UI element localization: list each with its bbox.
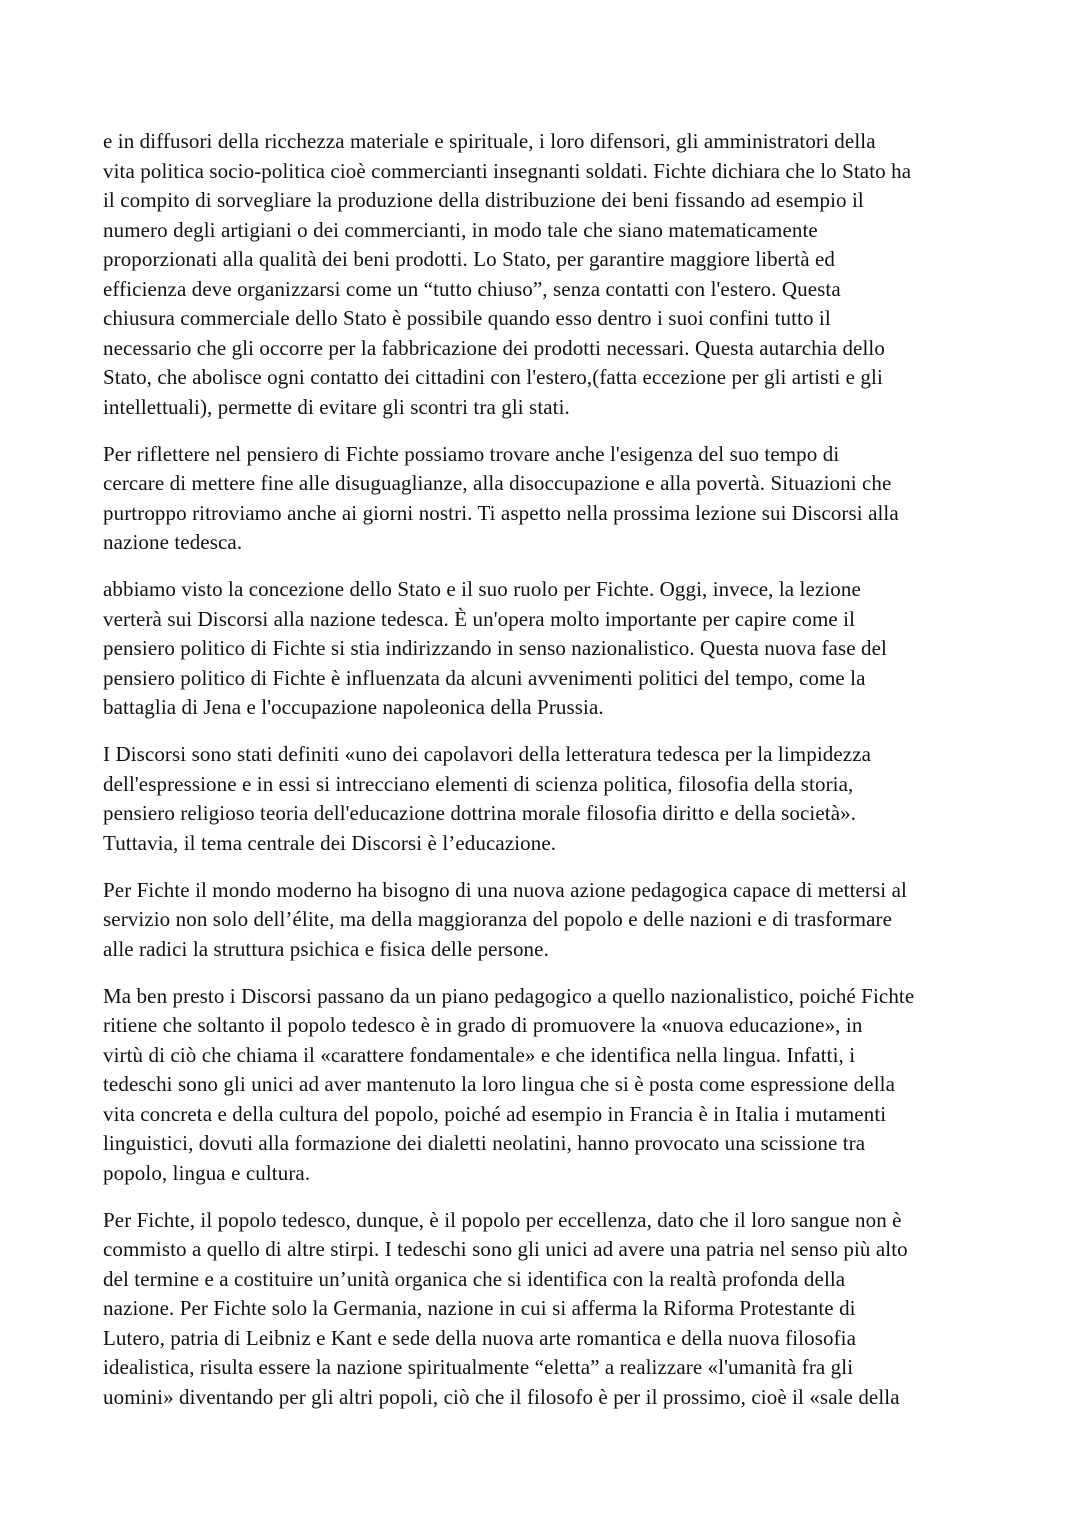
text-line: verterà sui Discorsi alla nazione tedesca. È un'opera molto importante per capire come il	[103, 606, 856, 631]
text-line: purtroppo ritroviamo anche ai giorni nostri. Ti aspetto nella prossima lezione sui Discorsi alla	[103, 500, 899, 525]
text-line: Stato, che abolisce ogni contatto dei cittadini con l'estero,(fatta eccezione per gli artisti e gli	[103, 365, 883, 389]
text-line: vita concreta e della cultura del popolo, poiché ad esempio in Francia è in Italia i mutamenti	[103, 1101, 887, 1126]
text-line: numero degli artigiani o dei commercianti, in modo tale che siano matematicamente	[103, 217, 818, 242]
text-line: Per Fichte, il popolo tedesco, dunque, è il popolo per eccellenza, dato che il loro sangue non è	[103, 1207, 902, 1232]
text-line: commisto a quello di altre stirpi. I tedeschi sono gli unici ad avere una patria nel senso più alto	[103, 1237, 908, 1261]
text-line: abbiamo visto la concezione dello Stato e il suo ruolo per Fichte. Oggi, invece, la lezione	[103, 577, 861, 601]
text-line: virtù di ciò che chiama il «carattere fondamentale» e che identifica nella lingua. Infatti, i	[103, 1042, 856, 1067]
text-line: cercare di mettere fine alle disuguaglianze, alla disoccupazione e alla povertà. Situazioni che	[103, 471, 892, 495]
paragraph	[103, 575, 1003, 723]
text-line: efficienza deve organizzarsi come un “tutto chiuso”, senza contatti con l'estero. Questa	[103, 276, 841, 301]
text-line: pensiero politico di Fichte è influenzata da alcuni avvenimenti politici del tempo, come la	[103, 665, 866, 690]
paragraph	[103, 740, 1003, 858]
text-line: idealistica, risulta essere la nazione spiritualmente “eletta” a realizzare «l'umanità fra gli	[103, 1355, 854, 1379]
document-page	[103, 127, 1003, 1430]
text-line: del termine e a costituire un’unità organica che si identifica con la realtà profonda della	[103, 1266, 846, 1291]
text-line: dell'espressione e in essi si intrecciano elementi di scienza politica, filosofia della storia,	[103, 771, 854, 796]
text-line: linguistici, dovuti alla formazione dei dialetti neolatini, hanno provocato una scissione tra	[103, 1131, 866, 1155]
text-line: intellettuali), permette di evitare gli scontri tra gli stati.	[103, 394, 570, 419]
paragraph	[103, 876, 1003, 965]
text-line: e in diffusori della ricchezza materiale e spirituale, i loro difensori, gli amministratori della	[103, 129, 876, 153]
text-line: nazione tedesca.	[103, 530, 243, 554]
text-line: chiusura commerciale dello Stato è possibile quando esso dentro i suoi confini tutto il	[103, 306, 831, 330]
text-line: battaglia di Jena e l'occupazione napoleonica della Prussia.	[103, 695, 604, 719]
paragraph	[103, 127, 1003, 422]
paragraph	[103, 1206, 1003, 1413]
paragraph	[103, 982, 1003, 1189]
text-line: servizio non solo dell’élite, ma della maggioranza del popolo e delle nazioni e di trasformare	[103, 907, 893, 931]
text-line: I Discorsi sono stati definiti «uno dei capolavori della letteratura tedesca per la limpidezza	[103, 742, 872, 766]
text-line: pensiero religioso teoria dell'educazione dottrina morale filosofia diritto e della società».	[103, 801, 857, 825]
text-line: alle radici la struttura psichica e fisica delle persone.	[103, 936, 549, 961]
text-line: pensiero politico di Fichte si stia indirizzando in senso nazionalistico. Questa nuova fase del	[103, 636, 887, 660]
text-line: Per riflettere nel pensiero di Fichte possiamo trovare anche l'esigenza del suo tempo di	[103, 441, 840, 466]
text-line: uomini» diventando per gli altri popoli, ciò che il filosofo è per il prossimo, cioè il «sale della	[103, 1384, 900, 1409]
text-line: popolo, lingua e cultura.	[103, 1160, 311, 1185]
text-line: tedeschi sono gli unici ad aver mantenuto la loro lingua che si è posta come espressione della	[103, 1072, 895, 1096]
text-line: il compito di sorvegliare la produzione della distribuzione dei beni fissando ad esempio il	[103, 188, 864, 212]
text-line: nazione. Per Fichte solo la Germania, nazione in cui si afferma la Riforma Protestante di	[103, 1296, 856, 1320]
text-line: necessario che gli occorre per la fabbricazione dei prodotti necessari. Questa autarchia dello	[103, 335, 885, 360]
text-line: Lutero, patria di Leibniz e Kant e sede della nuova arte romantica e della nuova filosofia	[103, 1325, 857, 1350]
text-line: Tuttavia, il tema centrale dei Discorsi è l’educazione.	[103, 830, 557, 855]
text-line: proporzionati alla qualità dei beni prodotti. Lo Stato, per garantire maggiore libertà ed	[103, 247, 835, 271]
text-line: Per Fichte il mondo moderno ha bisogno di una nuova azione pedagogica capace di mettersi al	[103, 877, 907, 902]
paragraph	[103, 440, 1003, 558]
text-line: ritiene che soltanto il popolo tedesco è in grado di promuovere la «nuova educazione», in	[103, 1013, 863, 1037]
text-line: vita politica socio-politica cioè commercianti insegnanti soldati. Fichte dichiara che lo Stato ha	[103, 158, 912, 183]
text-line: Ma ben presto i Discorsi passano da un piano pedagogico a quello nazionalistico, poiché Fichte	[103, 983, 915, 1008]
